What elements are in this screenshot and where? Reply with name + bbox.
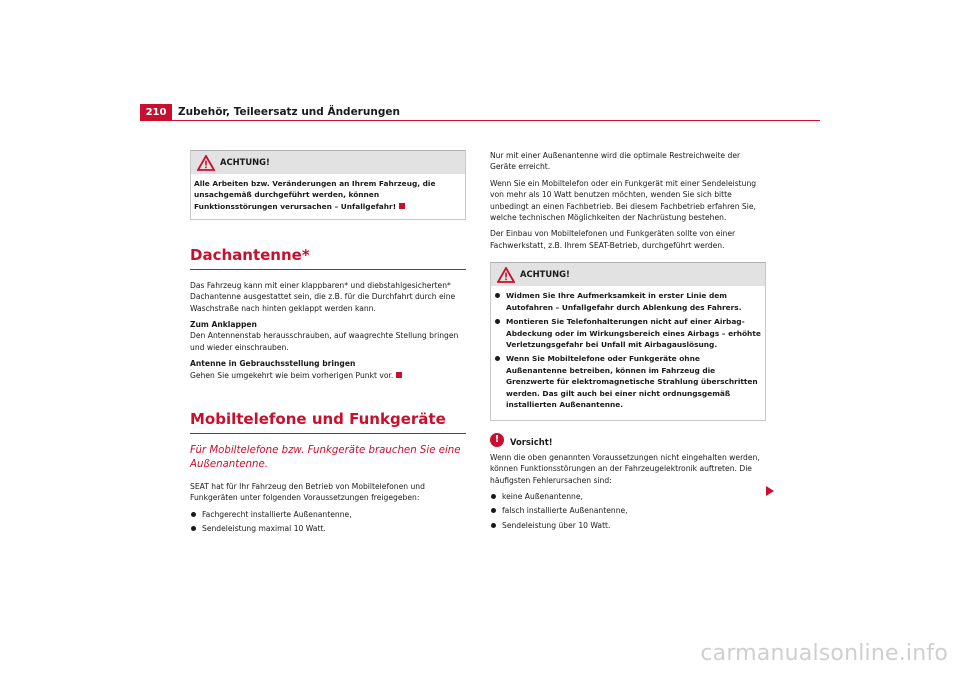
range-text: Nur mit einer Außenantenne wird die optimale Restreichweite der Geräte erreicht. [490,151,741,172]
roof-antenna-intro: Das Fahrzeug kann mit einer klappbaren* und diebstahlgesicherten* Dachantenne ausgestattet sein, die z.B. für die Durchfahrt durch eine Waschstraße nach hinten geklappt werden kann. [190,280,456,313]
warning-box-header [491,263,765,286]
list-item: Fachgerecht installierte Außenantenne, [190,509,466,520]
list-item: Wenn Sie Mobiltelefone oder Funkgeräte ohne Außenantenne betreiben, können im Fahrzeug die Grenzwerte für elektromagnetische Strahlung überschritten werden. Das gilt auch bei einer nicht ordnungsgemäß installierten Außenantenne. [494,353,762,410]
next-page-arrow-icon [766,486,774,496]
warning-box-phones [490,262,766,421]
end-square-icon [399,203,405,209]
warning-body [191,174,465,219]
section-heading-mobile-phones: Mobiltelefone und Funkgeräte [190,408,466,434]
running-header-title: Zubehör, Teileersatz und Änderungen [178,106,400,118]
list-item: falsch installierte Außenantenne, [490,505,766,516]
header-rule [140,120,820,121]
requirements-list [190,509,466,535]
list-item: Montieren Sie Telefonhalterungen nicht auf einer Airbag-Abdeckung oder im Wirkungsbereich eines Airbags – erhöhte Verletzungsgefahr bei Unfall mit Airbagauslösung. [494,316,762,350]
warning-box-header [191,151,465,174]
caution-text: Wenn die oben genannten Voraussetzungen nicht eingehalten werden, können Funktionsstörungen an der Fahrzeugelektronik auftreten. Die häufigsten Fehlerursachen sind: [490,452,760,485]
watermark: carmanualsonline.info [700,641,948,666]
warning-title: ACHTUNG! [220,157,270,167]
list-item: Sendeleistung maximal 10 Watt. [190,523,466,534]
warning-list [494,290,762,411]
power-text: Wenn Sie ein Mobiltelefon oder ein Funkgerät mit einer Sendeleistung von mehr als 10 Watt benutzen möchten, wenden Sie sich bitte unbedingt an einen Fachbetrieb. Bei diesem Fachbetrieb erfahren Sie, welche technischen Möglichkeiten der Nachrüstung bestehen. [490,178,757,222]
causes-list [490,491,766,531]
installation-text: Der Einbau von Mobiltelefonen und Funkgeräten sollte von einer Fachwerkstatt, z.B. Ihrem SEAT-Betrieb, durchgeführt werden. [490,229,736,250]
warning-box-general [190,150,466,220]
list-item: keine Außenantenne, [490,491,766,502]
warning-title: ACHTUNG! [520,269,570,280]
fold-instructions: Den Antennenstab herausschrauben, auf waagrechte Stellung bringen und wieder einschrauben. [190,331,459,352]
warning-triangle-icon [197,155,215,171]
subheading-use-position: Antenne in Gebrauchsstellung bringen [190,359,356,369]
warning-text: Alle Arbeiten bzw. Veränderungen an Ihrem Fahrzeug, die unsachgemäß durchgeführt werden, können Funktionsstörungen verursachen – Unfallgefahr! [194,179,436,211]
end-square-icon [396,372,402,378]
list-item: Sendeleistung über 10 Watt. [490,520,766,531]
page-number: 210 [140,104,172,121]
caution-title: Vorsicht! [510,436,553,447]
warning-body [491,286,765,420]
mobile-phones-text: SEAT hat für Ihr Fahrzeug den Betrieb von Mobiltelefonen und Funkgeräten unter folgenden Voraussetzungen freigegeben: [190,482,425,503]
list-item: Widmen Sie Ihre Aufmerksamkeit in erster Linie dem Autofahren – Unfallgefahr durch Ablenkung des Fahrers. [494,290,762,313]
warning-triangle-icon [497,267,515,283]
subheading-fold: Zum Anklappen [190,320,257,330]
exclamation-circle-icon: ! [490,433,504,447]
right-column [490,150,766,535]
section-heading-roof-antenna: Dachantenne* [190,244,466,270]
left-column [190,150,466,539]
use-position-instructions: Gehen Sie umgekehrt wie beim vorherigen Punkt vor. [190,370,466,381]
mobile-phones-intro: Für Mobiltelefone bzw. Funkgeräte brauchen Sie eine Außenantenne. [190,444,461,471]
caution-header [490,433,766,449]
